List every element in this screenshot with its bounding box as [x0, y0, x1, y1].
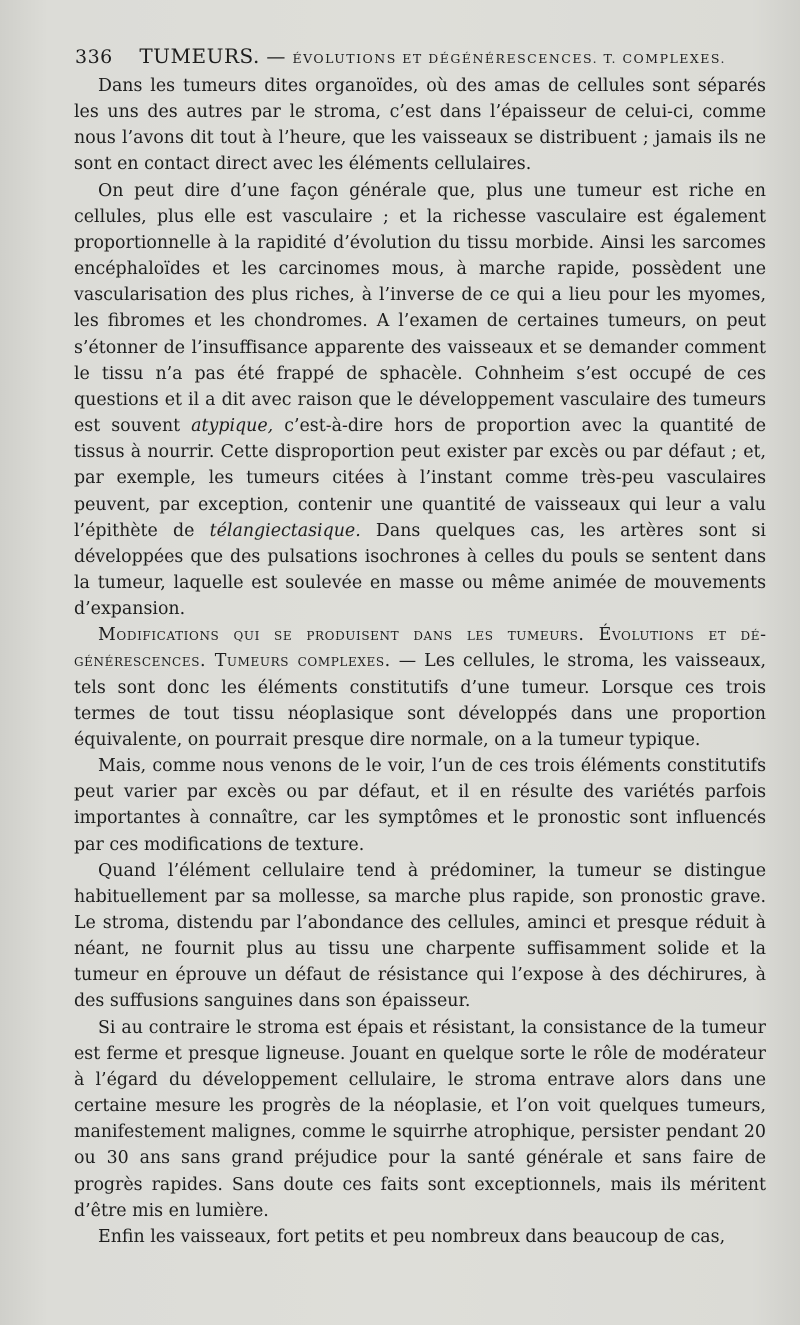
- paragraph-2-part-1: On peut dire d’une façon générale que, plus une tumeur est riche en cellules, plus elle est vasculaire ; et la richesse vasculaire est également proportionnelle à la rapidité d’évolution du tissu morbide. Ainsi les sarcomes encéphaloïdes et les carcinomes mous, à marche rapide, possèdent une vascularisation des plus riches, à l’inverse de ce qui a lieu pour les myomes, les fibromes et les chondromes. A l’examen de certaines tumeurs, on peut s’étonner de l’insuffisance apparente des vaisseaux et se demander comment le tissu n’a pas été frappé de sphacèle. Cohnheim s’est occupé de ces questions et il a dit avec raison que le développement vasculaire des tumeurs est souvent: [74, 180, 766, 437]
- paragraph-7: Enfin les vaisseaux, fort petits et peu nombreux dans beaucoup de cas,: [98, 1226, 726, 1247]
- paragraph-1: Dans les tumeurs dites organoïdes, où des amas de cellules sont séparés les uns des autres par le stroma, c’est dans l’épaisseur de celui-ci, comme nous l’avons dit tout à l’heure, que les vaisseaux se distribuent ; jamais ils ne sont en contact direct avec les éléments cellulaires.: [74, 76, 766, 175]
- paragraph-2-part-2: c’est-à-dire hors de proportion avec la quantité de tissus à nourrir. Cette disproportion peut exister par excès ou par défaut ; et, par exemple, les tumeurs citées à l’instant comme très-peu vasculaires peuvent, par exception, contenir une quantité de vaisseaux qui leur a valu l’épithète de: [74, 416, 766, 541]
- section-heading: Modifications qui se produisent dans les tumeurs. Évolutions et dégénérescences. Tumeurs complexes.: [74, 625, 766, 672]
- paragraph-5: Quand l’élément cellulaire tend à prédominer, la tumeur se distingue habituellement par sa mollesse, sa marche plus rapide, son pronostic grave. Le stroma, distendu par l’abondance des cellules, aminci et presque réduit à néant, ne fournit plus au tissu une charpente suffisamment solide et la tumeur en éprouve un défaut de résistance qui l’expose à des déchirures, à des suffusions sanguines dans son épaisseur.: [74, 860, 766, 1012]
- paragraph-3: [74, 622, 766, 753]
- term-telangiectasique: télangiectasique.: [209, 520, 361, 541]
- paragraph-2: [74, 178, 766, 623]
- paragraph-3-text: — Les cellules, le stroma, les vaisseaux, tels sont donc les éléments constitutifs d’une tumeur. Lorsque ces trois termes de tout tissu néoplasique sont développés dans une proportion équivalente, on pourrait presque dire normale, on a la tumeur typique.: [74, 651, 766, 750]
- paragraph-4: Mais, comme nous venons de le voir, l’un de ces trois éléments constitutifs peut varier par excès ou par défaut, et il en résulte des variétés parfois importantes à connaître, car les symptômes et le pronostic sont influencés par ces modifications de texture.: [74, 756, 766, 855]
- body-text: [74, 73, 766, 1250]
- section-subtitle: ÉVOLUTIONS ET DÉGÉNÉRESCENCES. T. COMPLEXES.: [292, 51, 727, 66]
- header-dash: —: [266, 46, 286, 68]
- term-atypique: atypique,: [191, 416, 274, 437]
- paragraph-6: Si au contraire le stroma est épais et résistant, la consistance de la tumeur est ferme et presque ligneuse. Jouant en quelque sorte le rôle de modérateur à l’égard du développement cellulaire, le stroma entrave alors dans une certaine mesure les progrès de la néoplasie, et l’on voit quelques tumeurs, manifestement malignes, comme le squirrhe atrophique, persister pendant 20 ou 30 ans sans grand préjudice pour la santé générale et sans faire de progrès rapides. Sans doute ces faits sont exceptionnels, mais ils méritent d’être mis en lumière.: [74, 1017, 766, 1221]
- running-head: [75, 44, 775, 68]
- section-title: TUMEURS.: [139, 44, 260, 68]
- page-number: 336: [75, 46, 113, 68]
- paragraph-2-part-3: Dans quelques cas, les artères sont si développées que des pulsations isochrones à celles du pouls se sentent dans la tumeur, laquelle est soulevée en masse ou même animée de mouvements d’expansion.: [74, 520, 766, 620]
